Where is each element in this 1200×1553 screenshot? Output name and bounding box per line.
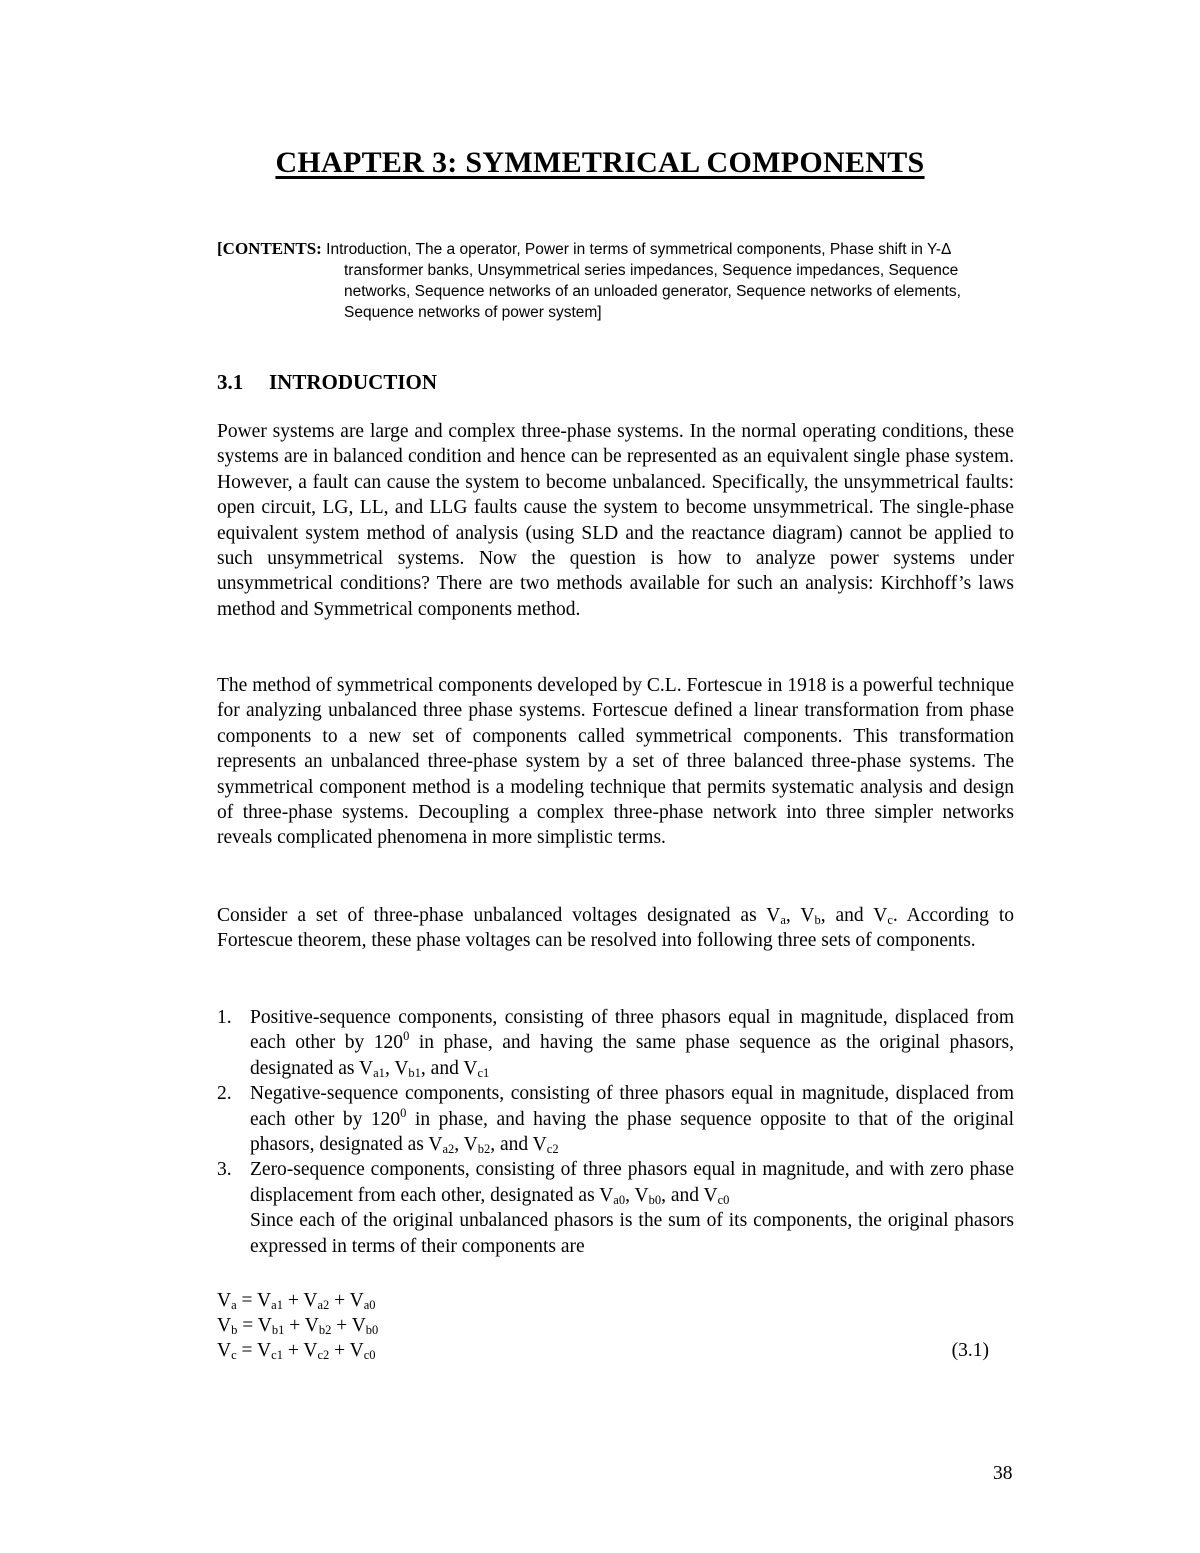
contents-block	[217, 238, 1017, 323]
paragraph-phase-voltages: Consider a set of three-phase unbalanced voltages designated as $V_a$, $V_b$, and $V_c$. According to Fortescue theorem, these phase voltages can be resolved into following three sets of components.	[217, 905, 1015, 952]
equation-va: $V_a = V_{a1} + V_{a2} + V_{a0}$	[217, 1290, 376, 1312]
list-followup-text: Since each of the original unbalanced phasors is the sum of its components, the original phasors expressed in terms of their components are	[250, 1210, 1014, 1257]
equation-vc: $V_c = V_{c1} + V_{c2} + V_{c0}$ (3.1)	[217, 1340, 989, 1362]
equation-vb: $V_b = V_{b1} + V_{b2} + V_{b0}$	[217, 1315, 379, 1337]
equation-number: (3.1)	[951, 1340, 989, 1361]
list-item-negative-sequence: 2. Negative-sequence components, consisting of three phasors equal in magnitude, displaced from each other by $120^0$ in phase, and having the phase sequence opposite to that of the original phasors, designated as $V_{a2}$, $V_{b2}$, and $V_{c2}$	[217, 1083, 1014, 1157]
section-heading	[217, 370, 437, 395]
paragraph-fortescue: The method of symmetrical components developed by C.L. Fortescue in 1918 is a powerful technique for analyzing unbalanced three phase systems. Fortescue defined a linear transformation from phase components to a new set of components called symmetrical components. This transformation represents an unbalanced three-phase system by a set of three balanced three-phase systems. The symmetrical component method is a modeling technique that permits systematic analysis and design of three-phase systems. Decoupling a complex three-phase network into three simpler networks reveals complicated phenomena in more simplistic terms.	[217, 675, 1014, 849]
section-number: 3.1	[217, 370, 244, 394]
list-item-zero-sequence: 3. Zero-sequence components, consisting of three phasors equal in magnitude, and with zero phase displacement from each other, designated as $V_{a0}$, $V_{b0}$, and $V_{c0}$	[217, 1159, 1014, 1207]
equation-block	[217, 1288, 1017, 1363]
contents-text	[217, 238, 1017, 323]
contents-list: Introduction, The a operator, Power in terms of symmetrical components, Phase shift in Y-Δ transformer banks, Unsymmetrical series impedances, Sequence impedances, Sequence networks, Sequence networks of an unloaded generator, Sequence networks of elements, Sequence networks of power system]	[326, 241, 961, 321]
page-number: 38	[993, 1463, 1013, 1484]
sequence-components-list	[217, 1005, 1014, 1259]
section-title: INTRODUCTION	[269, 370, 438, 394]
contents-label: [CONTENTS:	[217, 239, 322, 258]
list-item-positive-sequence: 1. Positive-sequence components, consisting of three phasors equal in magnitude, displaced from each other by $120^0$ in phase, and having the same phase sequence as the original phasors, designated as $V_{a1}$, $V_{b1}$, and $V_{c1}$	[217, 1007, 1014, 1080]
chapter-title: CHAPTER 3: SYMMETRICAL COMPONENTS	[275, 146, 925, 179]
paragraph-intro: Power systems are large and complex three-phase systems. In the normal operating conditions, these systems are in balanced condition and hence can be represented as an equivalent single phase system. However, a fault can cause the system to become unbalanced. Specifically, the unsymmetrical faults: open circuit, LG, LL, and LLG faults cause the system to become unsymmetrical. The single-phase equivalent system method of analysis (using SLD and the reactance diagram) cannot be applied to such unsymmetrical systems. Now the question is how to analyze power systems under unsymmetrical conditions? There are two methods available for such an analysis: Kirchhoff’s laws method and Symmetrical components method.	[217, 421, 1014, 620]
